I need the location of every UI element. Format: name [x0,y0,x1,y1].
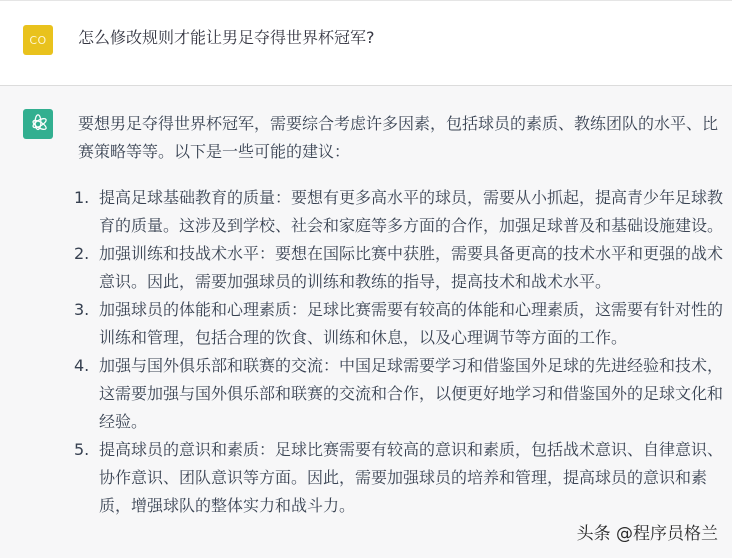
list-item-number: 4. [74,356,90,375]
assistant-intro: 要想男足夺得世界杯冠军，需要综合考虑许多因素，包括球员的素质、教练团队的水平、比赛策略等等。以下是一些可能的建议： [78,114,719,161]
list-item-number: 2. [74,244,90,263]
list-item-number: 3. [74,300,90,319]
user-avatar-initials: CO [29,33,47,47]
assistant-message [0,86,732,558]
list-item-text: 加强与国外俱乐部和联赛的交流：中国足球需要学习和借鉴国外足球的先进经验和技术，这需要加强与国外俱乐部和联赛的交流和合作，以便更好地学习和借鉴国外的足球文化和经验。 [99,356,724,431]
watermark: 头条 @程序员格兰 [576,524,718,544]
list-item-text: 加强球员的体能和心理素质：足球比赛需要有较高的体能和心理素质，这需要有针对性的训练和管理，包括合理的饮食、训练和休息，以及心理调节等方面的工作。 [99,300,724,347]
list-item-number: 5. [74,440,90,459]
suggestion-list [74,184,728,520]
user-message-text: 怎么修改规则才能让男足夺得世界杯冠军? [78,28,375,47]
user-message [0,1,732,86]
list-item [74,184,728,240]
list-item-text: 提高足球基础教育的质量：要想有更多高水平的球员，需要从小抓起，提高青少年足球教育的质量。这涉及到学校、社会和家庭等多方面的合作，加强足球普及和基础设施建设。 [99,188,724,235]
list-item-number: 1. [74,188,90,207]
openai-logo-icon [27,113,49,135]
assistant-message-body [74,110,728,520]
list-item [74,240,728,296]
list-item-text: 提高球员的意识和素质：足球比赛需要有较高的意识和素质，包括战术意识、自律意识、协作意识、团队意识等方面。因此，需要加强球员的培养和管理，提高球员的意识和素质，增强球队的整体实力和战斗力。 [99,440,724,515]
list-item [74,296,728,352]
list-item [74,436,728,520]
user-avatar [23,25,53,55]
list-item [74,352,728,436]
list-item-text: 加强训练和技战术水平：要想在国际比赛中获胜，需要具备更高的技术水平和更强的战术意识。因此，需要加强球员的训练和教练的指导，提高技术和战术水平。 [99,244,724,291]
assistant-avatar [23,109,53,139]
